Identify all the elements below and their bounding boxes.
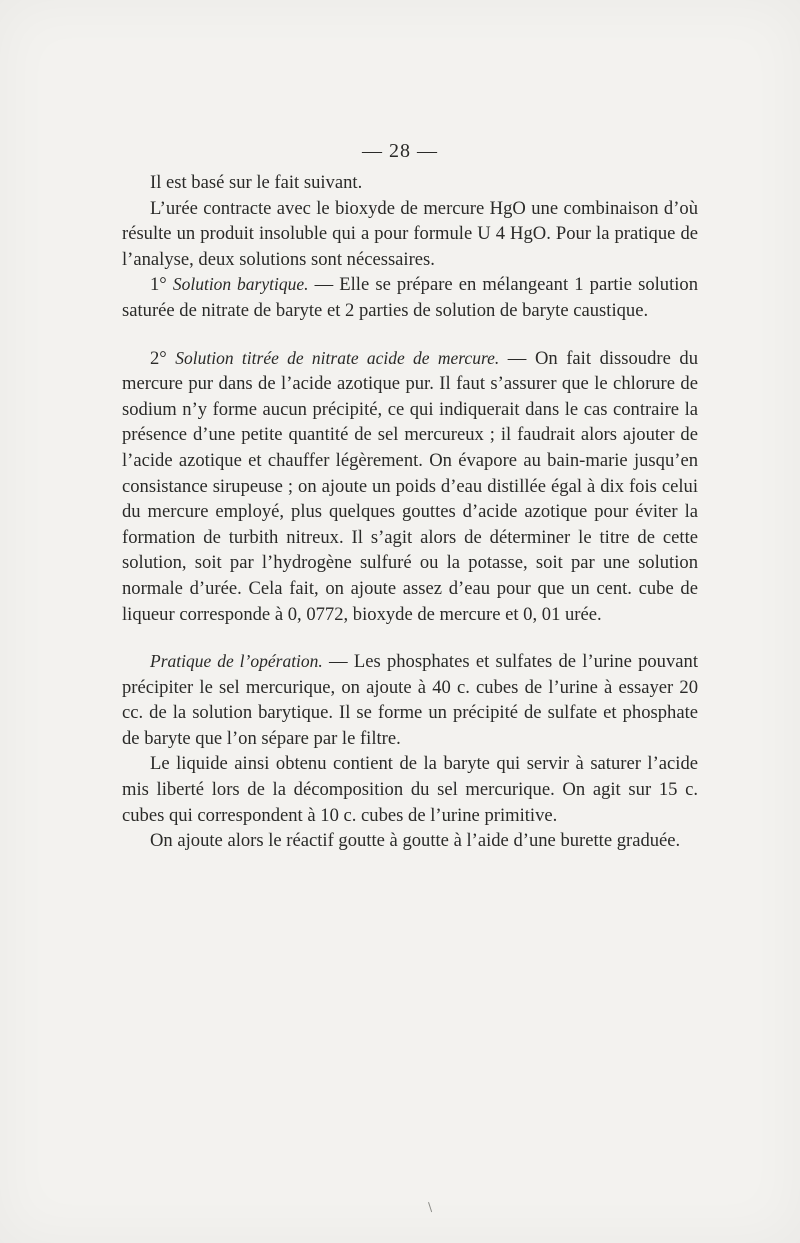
paragraph-3-title: Solution barytique. — [172, 274, 309, 295]
paragraph-3-prefix: 1° — [150, 274, 173, 296]
paragraph-6-text: Le liquide ainsi obtenu contient de la baryte qui servir à saturer l’acide mis liberté lors de la décomposition du sel mercurique. On agit sur 15 c. cubes qui correspondent à 10 c. cubes de l’urine primitive. — [122, 753, 698, 826]
paragraph-1-text: Il est basé sur le fait suivant. — [150, 172, 363, 193]
body-text — [122, 170, 698, 854]
paragraph-2-text: L’urée contracte avec le bioxyde de mercure HgO une combinaison d’où résulte un produit insoluble qui a pour formule U 4 HgO. Pour la pratique de l’analyse, deux solutions sont nécessaires. — [122, 197, 698, 270]
paragraph-7-text: On ajoute alors le réactif goutte à goutte à l’aide d’une burette graduée. — [150, 830, 681, 852]
paragraph-3-text: — Elle se prépare en mélangeant 1 partie solution saturée de nitrate de baryte et 2 parties de solution de baryte caustique. — [122, 274, 698, 321]
paragraph-7 — [122, 828, 698, 854]
paragraph-1 — [122, 170, 698, 196]
paragraph-4-title: Solution titrée de nitrate acide de mercure. — [175, 347, 500, 368]
paragraph-3 — [122, 272, 698, 323]
paragraph-4 — [122, 346, 698, 628]
paragraph-5 — [122, 649, 698, 751]
paragraph-5-title: Pratique de l’opération. — [150, 651, 323, 672]
ink-mark: / — [424, 1200, 436, 1214]
paragraph-2 — [122, 196, 698, 273]
paragraph-4-text: — On fait dissoudre du mercure pur dans de l’acide azotique pur. Il faut s’assurer que le chlorure de sodium n’y forme aucun précipité, ce qui indiquerait dans le cas contraire la présence d’une petite quantité de sel mercureux ; il faudrait alors ajouter de l’acide azotique et chauffer légèrement. On évapore au bain-marie jusqu’en consistance sirupeuse ; on ajoute un poids d’eau distillée égal à dix fois celui du mercure employé, plus quelques gouttes d’acide azotique pour éviter la formation de turbith nitreux. Il s’agit alors de déterminer le titre de cette solution, soit par l’hydrogène sulfuré ou la potasse, soit par une solution normale d’urée. Cela fait, on ajoute assez d’eau pour que un cent. cube de liqueur corresponde à 0, 0772, bioxyde de mercure et 0, 01 urée. — [122, 347, 698, 625]
page-number: — 28 — — [362, 140, 438, 162]
paragraph-6 — [122, 751, 698, 828]
paragraph-4-prefix: 2° — [150, 347, 176, 369]
paragraph-5-text: — Les phosphates et sulfates de l’urine pouvant précipiter le sel mercurique, on ajoute à 40 c. cubes de l’urine à essayer 20 cc. de la solution barytique. Il se forme un précipité de sulfate et phosphate de baryte que l’on sépare par le filtre. — [122, 651, 698, 749]
